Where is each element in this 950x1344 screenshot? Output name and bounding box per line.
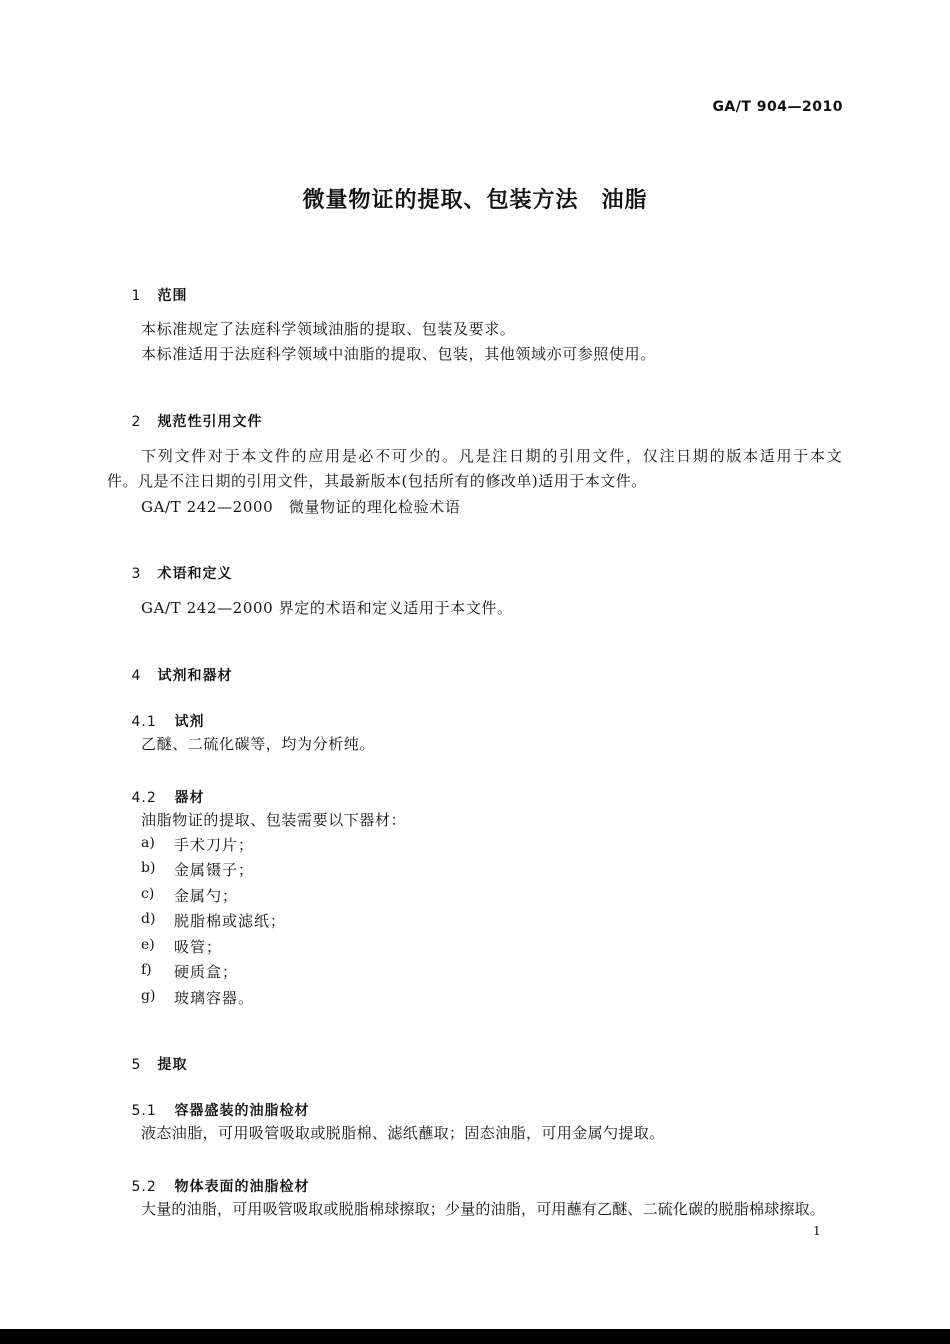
list-item-text: 吸管； (174, 938, 223, 956)
section-2-title: 规范性引用文件 (157, 414, 263, 430)
section-3-heading (108, 547, 233, 599)
section-5-2-title: 物体表面的油脂检材 (174, 1179, 310, 1195)
section-4-1-title: 试剂 (174, 714, 205, 730)
document-title: 微量物证的提取、包装方法 油脂 (302, 188, 648, 213)
section-4-2-title: 器材 (174, 790, 205, 806)
bottom-border (0, 1329, 950, 1344)
section-3-number: 3 (131, 566, 142, 582)
standard-code: GA/T 904—2010 (712, 99, 843, 115)
list-item-letter: b) (141, 860, 156, 876)
section-2-paragraph-line-1: 下列文件对于本文件的应用是必不可少的。凡是注日期的引用文件，仅注日期的版本适用于本文 (141, 447, 842, 465)
section-5-2-number: 5.2 (131, 1179, 157, 1195)
list-item-text: 玻璃容器。 (174, 989, 255, 1007)
section-4-number: 4 (131, 668, 142, 684)
section-4-2-number: 4.2 (131, 790, 157, 806)
section-4-1-paragraph: 乙醚、二硫化碳等，均为分析纯。 (141, 735, 376, 753)
section-1-heading (108, 269, 188, 321)
page-number: 1 (813, 1224, 821, 1238)
section-4-title: 试剂和器材 (157, 668, 233, 684)
section-2-reference: GA/T 242—2000 微量物证的理化检验术语 (141, 498, 461, 516)
section-5-1-number: 5.1 (131, 1103, 157, 1119)
section-5-number: 5 (131, 1057, 142, 1073)
list-item-text: 硬质盒； (174, 963, 239, 981)
section-1-paragraph-1: 本标准规定了法庭科学领域油脂的提取、包装及要求。 (141, 320, 516, 338)
list-item-letter: g) (141, 988, 156, 1004)
section-2-heading (108, 395, 263, 447)
section-1-number: 1 (131, 288, 142, 304)
list-item-letter: e) (141, 937, 155, 953)
section-3-paragraph: GA/T 242—2000 界定的术语和定义适用于本文件。 (141, 599, 513, 617)
list-item-letter: c) (141, 886, 155, 902)
section-5-1-paragraph: 液态油脂，可用吸管吸取或脱脂棉、滤纸蘸取；固态油脂，可用金属勺提取。 (141, 1124, 665, 1142)
section-5-2-paragraph: 大量的油脂，可用吸管吸取或脱脂棉球擦取；少量的油脂，可用蘸有乙醚、二硫化碳的脱脂棉球擦取。 (141, 1200, 826, 1218)
section-5-heading (108, 1038, 188, 1090)
list-item-letter: f) (141, 962, 152, 978)
list-item-letter: a) (141, 835, 155, 851)
list-item-letter: d) (141, 911, 156, 927)
list-item-text: 脱脂棉或滤纸； (174, 912, 287, 930)
section-5-title: 提取 (157, 1057, 188, 1073)
list-item-text: 金属勺； (174, 887, 239, 905)
section-5-1-title: 容器盛装的油脂检材 (174, 1103, 310, 1119)
list-item-text: 金属镊子； (174, 861, 255, 879)
section-1-title: 范围 (157, 288, 188, 304)
section-4-1-number: 4.1 (131, 714, 157, 730)
list-item-text: 手术刀片； (174, 836, 255, 854)
section-4-heading (108, 649, 233, 701)
section-2-number: 2 (131, 414, 142, 430)
section-4-2-intro: 油脂物证的提取、包装需要以下器材： (141, 811, 407, 829)
section-2-paragraph-line-2: 件。凡是不注日期的引用文件，其最新版本(包括所有的修改单)适用于本文件。 (107, 472, 647, 490)
section-3-title: 术语和定义 (157, 566, 233, 582)
section-1-paragraph-2: 本标准适用于法庭科学领域中油脂的提取、包装，其他领域亦可参照使用。 (141, 345, 656, 363)
